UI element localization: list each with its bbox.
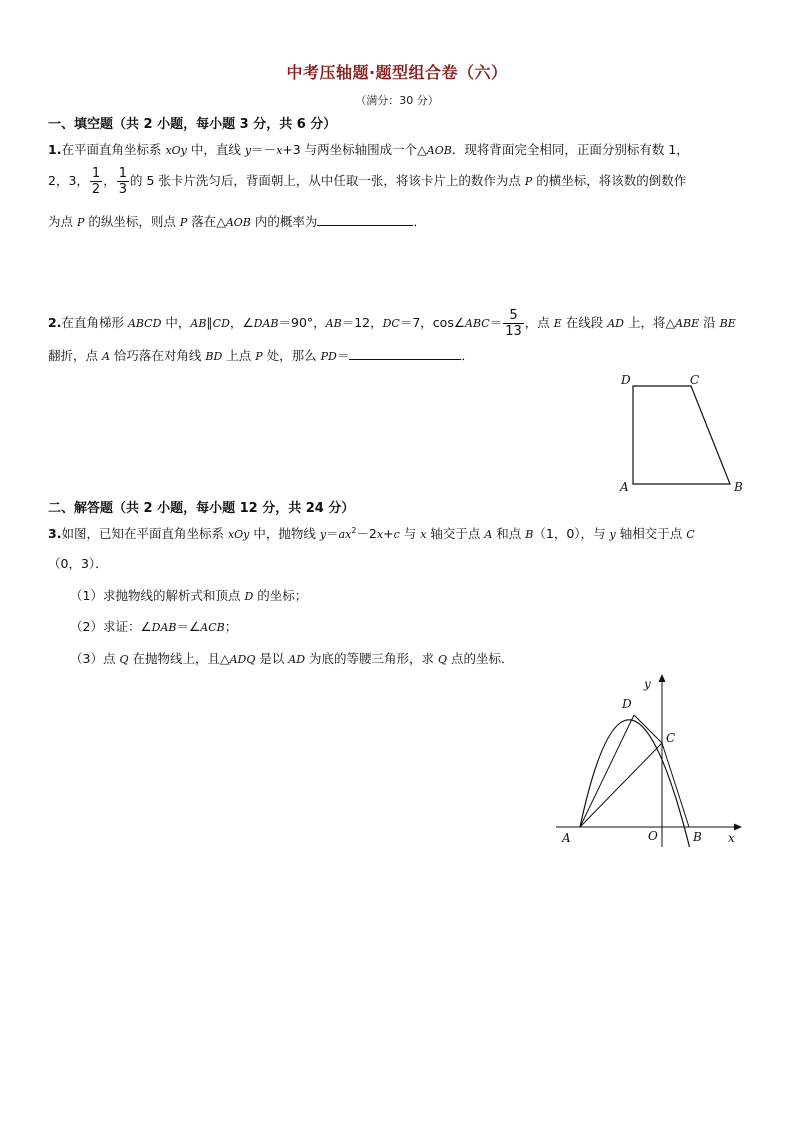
- x-axis-arrow: [734, 824, 742, 831]
- label-d: D: [621, 373, 631, 387]
- label-axis-y: y: [644, 677, 651, 691]
- segment-ad: [580, 715, 634, 827]
- segment-ac: [580, 743, 662, 827]
- section-fill-blank-heading: 一、填空题（共 2 小题，每小题 3 分，共 6 分）: [48, 117, 337, 132]
- q1-answer-blank[interactable]: [317, 213, 413, 226]
- label-axis-x: x: [728, 831, 735, 845]
- q2-answer-blank[interactable]: [349, 347, 461, 360]
- q3-part-3: （3）点 Q 在抛物线上，且△ADQ 是以 AD 为底的等腰三角形，求 Q 点的坐标．: [70, 651, 514, 666]
- trapezoid-abcd: [633, 386, 730, 484]
- section-solution-heading: 二、解答题（共 2 小题，每小题 12 分，共 24 分）: [48, 501, 355, 516]
- label-c: C: [690, 373, 700, 387]
- q2-number: 2.: [48, 315, 62, 330]
- fraction-five-thirteenths: $\frac{5}{13}$: [505, 308, 522, 339]
- label-d: D: [622, 697, 632, 711]
- parabola-figure: [550, 672, 750, 852]
- label-a: A: [562, 831, 571, 845]
- q3-part-1: （1）求抛物线的解析式和顶点 D 的坐标；: [70, 588, 308, 603]
- label-o: O: [648, 829, 658, 843]
- q3-line-1: 3.如图，已知在平面直角坐标系 xOy 中，抛物线 $y=ax^2-2x+c$ 与 x 轴交于点 A 和点 B（1，0），与 y 轴相交于点 C: [48, 525, 695, 541]
- q2-line-1: 2.在直角梯形 ABCD 中，AB∥CD，∠DAB＝90°，AB＝12，DC＝7，cos∠ABC＝ $\frac{5}{13}$ ，点 E 在线段 AD 上，将△ABE 沿 BE: [48, 308, 736, 339]
- q3-part-2: （2）求证：∠DAB＝∠ACB；: [70, 619, 238, 634]
- label-c: C: [666, 731, 676, 745]
- q2-line-2: 翻折，点 A 恰巧落在对角线 BD 上点 P 处，那么 PD＝ ．: [48, 348, 474, 363]
- q1-line-1: 1.在平面直角坐标系 xOy 中，直线 y＝－x+3 与两坐标轴围成一个△AOB．现将背面完全相同，正面分别标有数 1，: [48, 142, 689, 157]
- q1-line-2: 2，3， $\frac{1}{2}$ ， $\frac{1}{3}$ 的 5 张卡片洗匀后，背面朝上，从中任取一张，将该卡片上的数作为点 P 的横坐标，将该数的倒数作: [48, 166, 687, 197]
- label-b: B: [693, 830, 702, 844]
- trapezoid-figure: [612, 370, 752, 496]
- label-a: A: [620, 480, 629, 494]
- q1-number: 1.: [48, 142, 62, 157]
- segment-dc: [634, 715, 662, 743]
- fraction-one-third: $\frac{1}{3}$: [118, 166, 127, 197]
- label-b: B: [734, 480, 743, 494]
- fraction-one-half: $\frac{1}{2}$: [91, 166, 101, 197]
- q1-line-3: 为点 P 的纵坐标，则点 P 落在△AOB 内的概率为 ．: [48, 214, 426, 229]
- q3-line-2: （0，3）．: [48, 556, 108, 571]
- q3-number: 3.: [48, 526, 62, 541]
- y-axis-arrow: [659, 674, 666, 682]
- segment-cb: [662, 743, 689, 827]
- score-note: （满分：30 分）: [355, 94, 439, 107]
- page-title: 中考压轴题·题型组合卷（六）: [286, 63, 508, 82]
